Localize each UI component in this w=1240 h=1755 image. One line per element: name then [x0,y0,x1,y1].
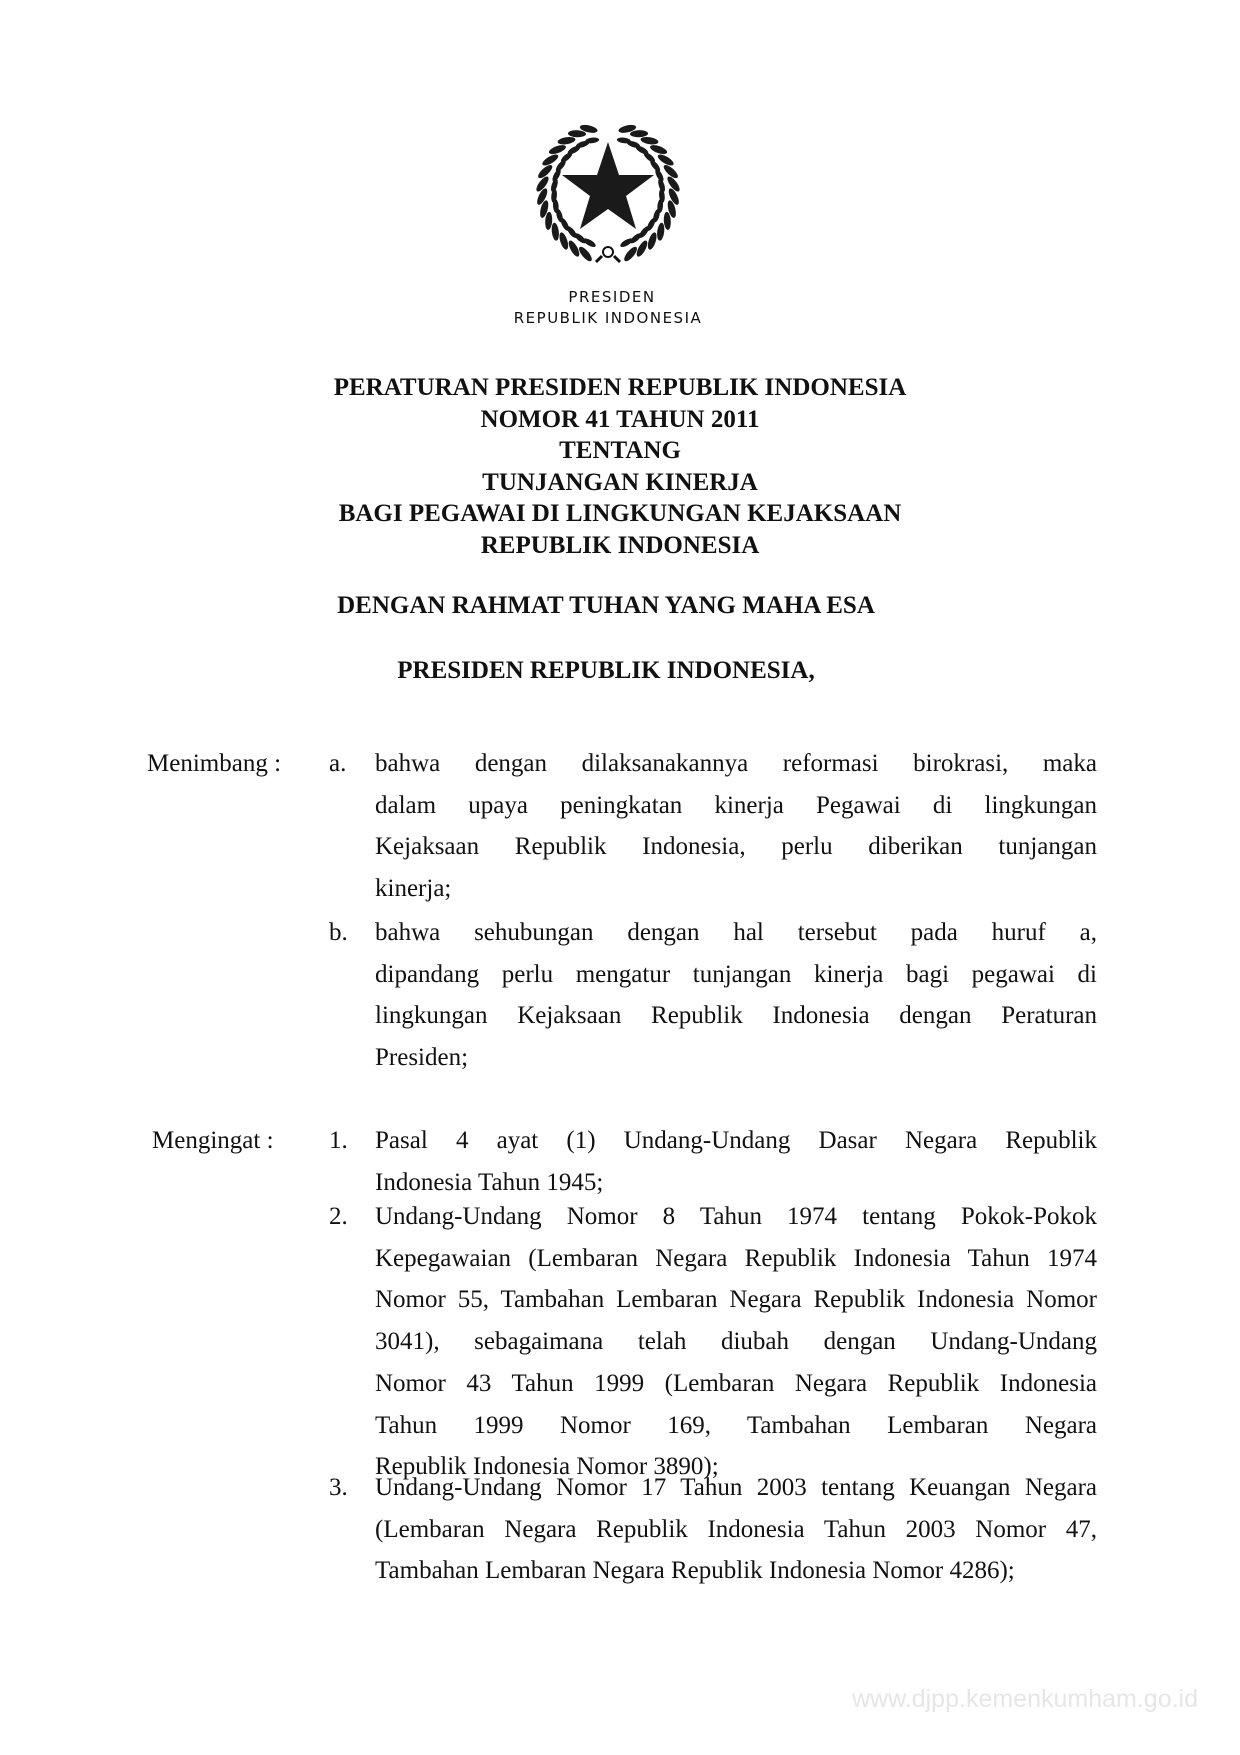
item-text-line: dipandang perlu mengatur tunjangan kinerja bagi pegawai di [375,960,1097,988]
title-line: BAGI PEGAWAI DI LINGKUNGAN KEJAKSAAN [338,500,902,528]
item-text-line: Undang-Undang Nomor 8 Tahun 1974 tentang Pokok-Pokok [375,1203,1097,1230]
item-marker: 2. [329,1203,348,1230]
item-text-line: bahwa dengan dilaksanakannya reformasi birokrasi, maka [375,750,1097,777]
item-text-line: dalam upaya peningkatan kinerja Pegawai di lingkungan [375,791,1097,819]
item-text-line: bahwa sehubungan dengan hal tersebut pada huruf a, [375,919,1097,946]
item-text-line: Kepegawaian (Lembaran Negara Republik Indonesia Tahun 1974 [375,1244,1097,1272]
title-line: REPUBLIK INDONESIA [480,531,760,559]
item-text-line: Nomor 43 Tahun 1999 (Lembaran Negara Republik Indonesia [375,1369,1097,1397]
invocation-heading: DENGAN RAHMAT TUHAN YANG MAHA ESA [337,592,875,619]
item-text-line: Kejaksaan Republik Indonesia, perlu diberikan tunjangan [375,833,1097,861]
item-marker: a. [329,750,347,777]
item-text-line: kinerja; [375,875,452,903]
item-text-line: Tahun 1999 Nomor 169, Tambahan Lembaran Negara [375,1411,1097,1439]
item-marker: 1. [329,1127,348,1154]
item-text-line: Republik Indonesia Nomor 3890); [375,1453,719,1481]
document-title [0,372,1240,562]
title-line: NOMOR 41 TAHUN 2011 [480,405,760,433]
item-text-line: Undang-Undang Nomor 17 Tahun 2003 tentang Keuangan Negara [375,1474,1097,1501]
seal-caption-line1: PRESIDEN [568,288,656,306]
item-text-line: Nomor 55, Tambahan Lembaran Negara Republik Indonesia Nomor [375,1286,1097,1314]
item-text-line: Tambahan Lembaran Negara Republik Indonesia Nomor 4286); [375,1557,1015,1585]
item-text-line: Pasal 4 ayat (1) Undang-Undang Dasar Negara Republik [375,1127,1097,1154]
item-text-line: Presiden; [375,1044,469,1072]
title-line: TUNJANGAN KINERJA [482,468,758,496]
item-text-line: lingkungan Kejaksaan Republik Indonesia dengan Peraturan [375,1002,1097,1030]
item-text-line: Indonesia Tahun 1945; [375,1168,604,1196]
seal-caption-line2: REPUBLIK INDONESIA [513,309,703,327]
item-marker: b. [329,919,348,946]
item-marker: 3. [329,1474,348,1501]
president-heading: PRESIDEN REPUBLIK INDONESIA, [397,657,815,684]
title-line: TENTANG [559,437,681,465]
section-label: Mengingat : [152,1127,274,1154]
item-text-line: 3041), sebagaimana telah diubah dengan Undang-Undang [375,1328,1097,1356]
presidential-seal-emblem-icon [530,112,686,268]
item-text-line: (Lembaran Negara Republik Indonesia Tahun 2003 Nomor 47, [375,1515,1097,1543]
watermark: www.djpp.kemenkumham.go.id [852,1685,1198,1713]
title-line: PERATURAN PRESIDEN REPUBLIK INDONESIA [333,374,907,401]
section-label: Menimbang : [147,750,282,777]
